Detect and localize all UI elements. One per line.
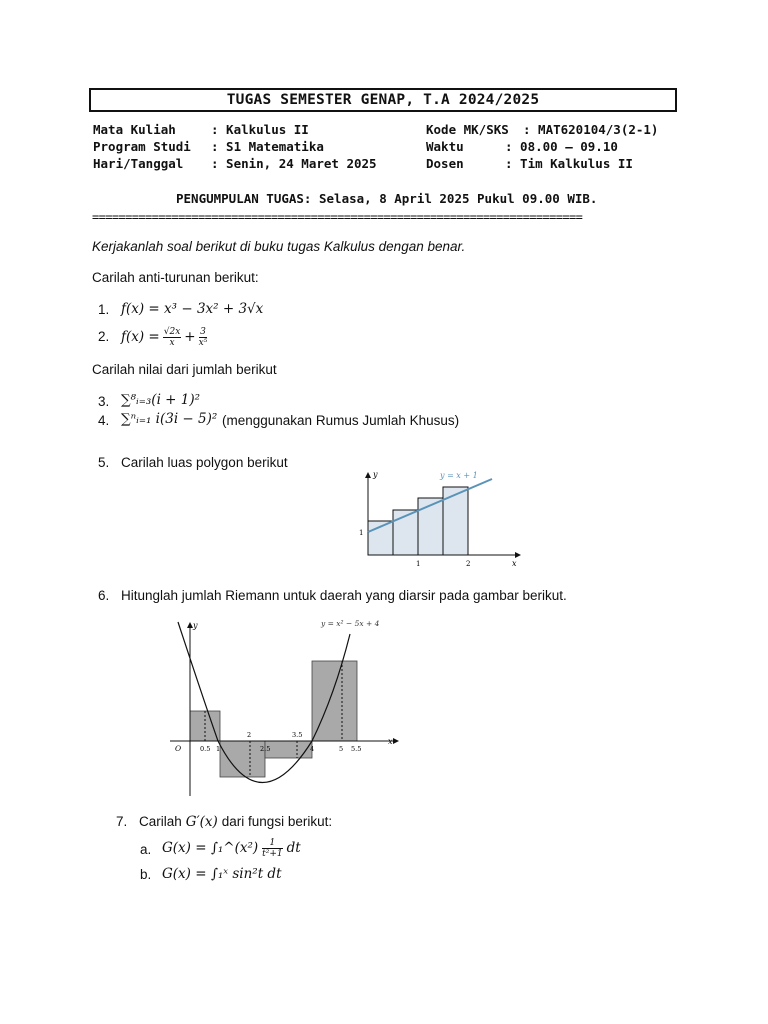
kode-label: Kode MK/SKS xyxy=(426,122,509,137)
poly-rect-3 xyxy=(418,498,443,555)
fig1-line-label: y = x + 1 xyxy=(440,471,478,480)
mata-kuliah-label: Mata Kuliah xyxy=(93,122,176,137)
q7-text xyxy=(139,814,332,830)
fig2-tick-2: 2 xyxy=(247,731,252,739)
hari-value: : Senin, 24 Maret 2025 xyxy=(211,156,377,171)
fig2-curve-label: y = x² − 5x + 4 xyxy=(321,619,380,628)
q7a-lhs: G(x) = ∫₁^(x²) xyxy=(162,840,259,856)
fig2-origin: O xyxy=(175,744,182,753)
fig2-tick-35: 3.5 xyxy=(292,731,303,739)
q7a-label: a. xyxy=(140,842,152,857)
dosen-value: : Tim Kalkulus II xyxy=(505,156,633,171)
hari-label: Hari/Tanggal xyxy=(93,156,184,171)
q4-expression: ∑ⁿᵢ₌₁ i(3i − 5)² xyxy=(121,411,218,427)
section-antiderivative: Carilah anti-turunan berikut: xyxy=(92,270,259,285)
q2-lhs: f(x) = xyxy=(121,329,160,345)
q4-number: 4. xyxy=(98,413,110,428)
q2-frac2-den: x⁵ xyxy=(198,337,208,348)
q7b-expression: G(x) = ∫₁ˣ sin²t dt xyxy=(162,866,282,882)
program-studi-value: : S1 Matematika xyxy=(211,139,324,154)
waktu-value: : 08.00 – 09.10 xyxy=(505,139,618,154)
q7b-label: b. xyxy=(140,867,152,882)
x-axis-arrow xyxy=(393,738,399,744)
q7a-frac-den: t²+1 xyxy=(262,848,283,859)
program-studi-label: Program Studi xyxy=(93,139,191,154)
x-axis-arrow xyxy=(515,552,521,558)
q5-number: 5. xyxy=(98,455,110,470)
q2-expression xyxy=(121,322,207,352)
q3-number: 3. xyxy=(98,394,110,409)
q7-gprime: G′(x) xyxy=(185,814,218,830)
q2-fraction-2 xyxy=(199,327,208,348)
y-axis-arrow xyxy=(365,472,371,478)
fig1-y-label: y xyxy=(373,470,378,479)
riemann-figure xyxy=(165,614,405,802)
riemann-rect-3 xyxy=(265,741,315,758)
poly-rect-4 xyxy=(443,487,468,555)
fig2-tick-05: 0.5 xyxy=(200,745,211,753)
fig1-x-label: x xyxy=(512,559,517,568)
q2-frac1-den: x xyxy=(169,337,175,348)
q1-number: 1. xyxy=(98,302,110,317)
q7-text-b: dari fungsi berikut: xyxy=(221,814,333,829)
q7a-expression xyxy=(162,834,301,862)
polygon-figure xyxy=(350,468,525,573)
kode-value: : MAT620104/3(2-1) xyxy=(523,122,659,137)
riemann-rect-2 xyxy=(220,741,265,777)
section-sums: Carilah nilai dari jumlah berikut xyxy=(92,362,277,377)
dosen-label: Dosen xyxy=(426,156,464,171)
q3-expression: ∑⁸ᵢ₌₃(i + 1)² xyxy=(121,392,201,408)
fig2-y-label: y xyxy=(193,621,198,630)
fig2-tick-25: 2.5 xyxy=(260,745,271,753)
q7-number: 7. xyxy=(116,814,128,829)
q2-frac2-num: 3 xyxy=(200,326,206,337)
fig1-tick-y1: 1 xyxy=(359,529,364,537)
q6-number: 6. xyxy=(98,588,110,603)
q2-fraction-1 xyxy=(163,327,182,348)
fig1-tick-x2: 2 xyxy=(466,560,471,568)
q7a-fraction xyxy=(262,838,283,859)
q2-number: 2. xyxy=(98,329,110,344)
q4-note: (menggunakan Rumus Jumlah Khusus) xyxy=(222,413,460,428)
q1-expression: f(x) = x³ − 3x² + 3√x xyxy=(121,301,264,317)
fig1-tick-x1: 1 xyxy=(416,560,421,568)
riemann-rect-4 xyxy=(312,661,357,741)
q2-plus: + xyxy=(184,329,196,345)
fig2-tick-1: 1 xyxy=(216,745,221,753)
instruction-text: Kerjakanlah soal berikut di buku tugas Kalkulus dengan benar. xyxy=(92,239,466,254)
q5-text: Carilah luas polygon berikut xyxy=(121,455,288,470)
deadline-text: PENGUMPULAN TUGAS: Selasa, 8 April 2025 Pukul 09.00 WIB. xyxy=(176,191,598,206)
q2-frac1-num: √2x xyxy=(163,326,181,337)
q7-text-a: Carilah xyxy=(139,814,182,829)
q6-text: Hitunglah jumlah Riemann untuk daerah yang diarsir pada gambar berikut. xyxy=(121,588,567,603)
mata-kuliah-value: : Kalkulus II xyxy=(211,122,309,137)
fig2-x-label: x xyxy=(388,737,393,746)
document-title: TUGAS SEMESTER GENAP, T.A 2024/2025 xyxy=(89,88,677,112)
separator-line: ========================================================================== xyxy=(92,210,583,224)
waktu-label: Waktu xyxy=(426,139,464,154)
fig2-tick-55: 5.5 xyxy=(351,745,362,753)
fig2-tick-4: 4 xyxy=(310,745,315,753)
q7a-dt: dt xyxy=(286,840,301,856)
fig2-tick-5: 5 xyxy=(339,745,344,753)
q7a-frac-num: 1 xyxy=(262,838,283,849)
